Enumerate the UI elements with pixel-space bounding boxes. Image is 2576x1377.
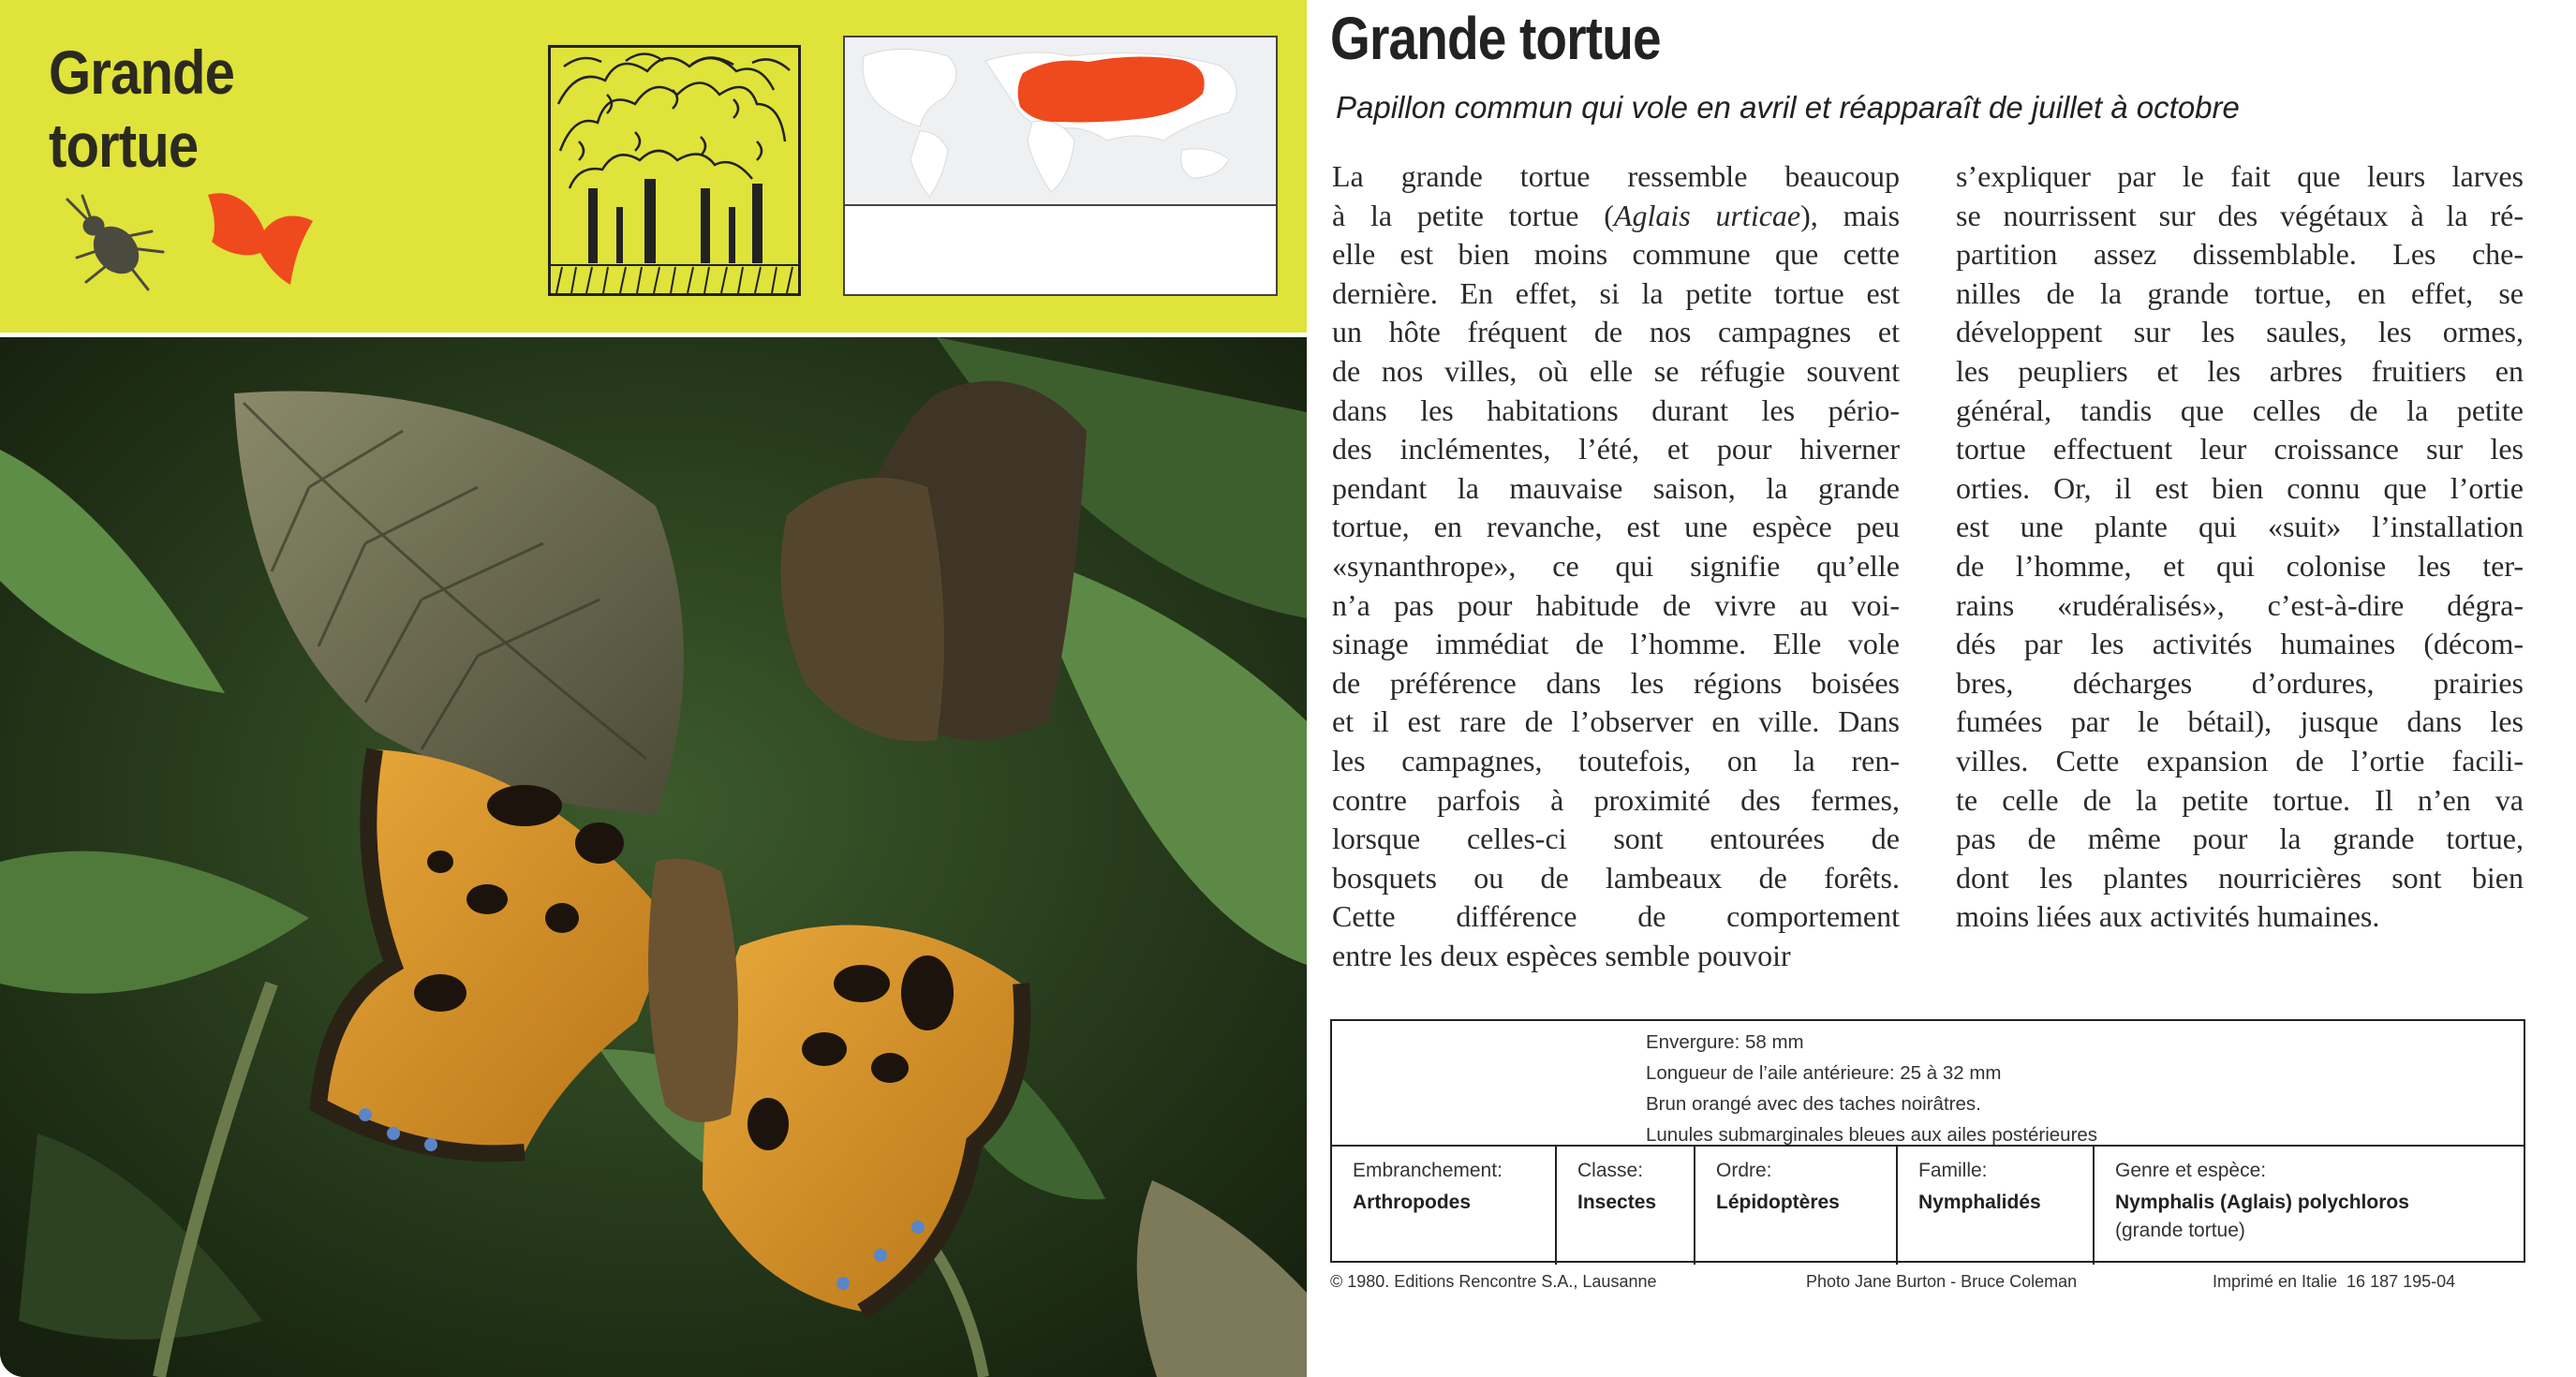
card-title-line1: Grande xyxy=(49,37,235,107)
article-line: partition assez dissemblable. Les che- xyxy=(1956,237,2524,272)
taxonomy-cell-order xyxy=(1695,1147,1898,1265)
article-line: «synanthrope», ce qui signifie qu’elle xyxy=(1332,548,1900,583)
article-column-1 xyxy=(1332,157,1900,975)
article-line: sinage immédiat de l’homme. Elle vole xyxy=(1332,627,1900,661)
species-characteristics xyxy=(1646,1027,2097,1150)
habitat-forest-icon xyxy=(548,45,801,296)
article-line: de nos villes, où elle se réfugie souvent xyxy=(1332,353,1900,388)
article-line: pendant la mauvaise saison, la grande xyxy=(1332,470,1900,505)
wingspan-text: Envergure: 58 mm xyxy=(1646,1031,1804,1053)
article-line: général, tandis que celles de la petite xyxy=(1956,392,2524,427)
article-line: bosquets ou de lambeaux de forêts. xyxy=(1332,860,1900,895)
class-label: Classe: xyxy=(1577,1160,1644,1181)
taxonomy-cell-phylum xyxy=(1332,1147,1557,1265)
article-line: est une plante qui «suit» l’installation xyxy=(1956,510,2524,544)
article-line: n’a pas pour habitude de vivre au voi- xyxy=(1332,587,1900,622)
article-line: s’expliquer par le fait que leurs larves xyxy=(1956,159,2524,193)
taxonomy-cell-species xyxy=(2095,1147,2524,1265)
butterfly-icon xyxy=(197,187,318,290)
article-heading: Grande tortue xyxy=(1330,5,1661,72)
article-line: pas de même pour la grande tortue, xyxy=(1956,822,2524,856)
article-line: nilles de la grande tortue, en effet, se xyxy=(1956,275,2524,310)
article-line: dernière. En effet, si la petite tortue est xyxy=(1332,275,1900,310)
order-value: Lépidoptères xyxy=(1716,1192,1840,1213)
map-divider xyxy=(845,204,1276,206)
article-line: un hôte fréquent de nos campagnes et xyxy=(1332,315,1900,349)
footer-copyright: © 1980. Editions Rencontre S.A., Lausanne xyxy=(1330,1272,1657,1291)
article-line: villes. Cette expansion de l’ortie facili- xyxy=(1956,743,2524,777)
distribution-map xyxy=(843,36,1278,296)
phylum-value: Arthropodes xyxy=(1353,1192,1471,1213)
butterfly-photo xyxy=(0,337,1307,1377)
class-value: Insectes xyxy=(1577,1192,1657,1213)
article-line: dont les plantes nourricières sont bien xyxy=(1956,860,2524,895)
article-line: à la petite tortue (Aglais urticae), mais xyxy=(1332,198,1900,232)
article-line: La grande tortue ressemble beaucoup xyxy=(1332,159,1900,193)
article-subtitle: Papillon commun qui vole en avril et réapparaît de juillet à octobre xyxy=(1336,90,2240,125)
article-line: lorsque celles-ci sont entourées de xyxy=(1332,822,1900,856)
article-line: de préférence dans les régions boisées xyxy=(1332,665,1900,700)
article-line: orties. Or, il est bien connu que l’ortie xyxy=(1956,470,2524,505)
article-line: et il est rare de l’observer en ville. Dans xyxy=(1332,704,1900,739)
card-title-line2: tortue xyxy=(49,111,199,180)
footer-photo-credit: Photo Jane Burton - Bruce Coleman xyxy=(1806,1272,2078,1291)
article-line: bres, décharges d’ordures, prairies xyxy=(1956,665,2524,700)
article-line: les campagnes, toutefois, on la ren- xyxy=(1332,743,1900,777)
article-line: dés par les activités humaines (décom- xyxy=(1956,627,2524,661)
coloration-text: Brun orangé avec des taches noirâtres. xyxy=(1646,1093,1981,1115)
article-line: te celle de la petite tortue. Il n’en va xyxy=(1956,782,2524,817)
order-label: Ordre: xyxy=(1716,1160,1772,1181)
header-band xyxy=(0,0,1307,333)
article-line: tortue, en revanche, est une espèce peu xyxy=(1332,510,1900,544)
phylum-label: Embranchement: xyxy=(1353,1160,1503,1181)
forewing-length-text: Longueur de l’aile antérieure: 25 à 32 mm xyxy=(1646,1062,2002,1084)
card-title xyxy=(49,36,362,182)
species-value: Nymphalis (Aglais) polychloros xyxy=(2115,1192,2409,1213)
taxonomy-cell-class xyxy=(1557,1147,1695,1265)
species-label: Genre et espèce: xyxy=(2115,1160,2267,1181)
article-line: moins liées aux activités humaines. xyxy=(1956,899,2380,934)
article-line: des inclémentes, l’été, et pour hiverner xyxy=(1332,432,1900,466)
article-line: développent sur les saules, les ormes, xyxy=(1956,315,2524,349)
article-line: contre parfois à proximité des fermes, xyxy=(1332,782,1900,817)
taxonomy-row xyxy=(1332,1145,2524,1265)
article-line: de l’homme, et qui colonise les ter- xyxy=(1956,548,2524,583)
species-info-box xyxy=(1330,1019,2525,1263)
article-column-2 xyxy=(1956,157,2524,937)
article-line: Cette différence de comportement xyxy=(1332,899,1900,934)
article-line: se nourrissent sur des végétaux à la ré- xyxy=(1956,198,2524,232)
article-line: les peupliers et les arbres fruitiers en xyxy=(1956,353,2524,388)
article-line: dans les habitations durant les pério- xyxy=(1332,392,1900,427)
article-line: elle est bien moins commune que cette xyxy=(1332,237,1900,272)
lunules-text: Lunules submarginales bleues aux ailes postérieures xyxy=(1646,1124,2098,1146)
footer-print-info: Imprimé en Italie 16 187 195-04 xyxy=(2213,1272,2456,1291)
article-line: rains «rudéralisés», c’est-à-dire dégra- xyxy=(1956,587,2524,622)
article-line: tortue effectuent leur croissance sur les xyxy=(1956,432,2524,466)
beetle-icon xyxy=(58,192,170,295)
taxonomy-cell-family xyxy=(1898,1147,2095,1265)
article-line: fumées par le bétail), jusque dans les xyxy=(1956,704,2524,739)
family-label: Famille: xyxy=(1918,1160,1988,1181)
family-value: Nymphalidés xyxy=(1918,1192,2041,1213)
article-line: entre les deux espèces semble pouvoir xyxy=(1332,938,1791,972)
species-common-name: (grande tortue) xyxy=(2115,1220,2245,1241)
